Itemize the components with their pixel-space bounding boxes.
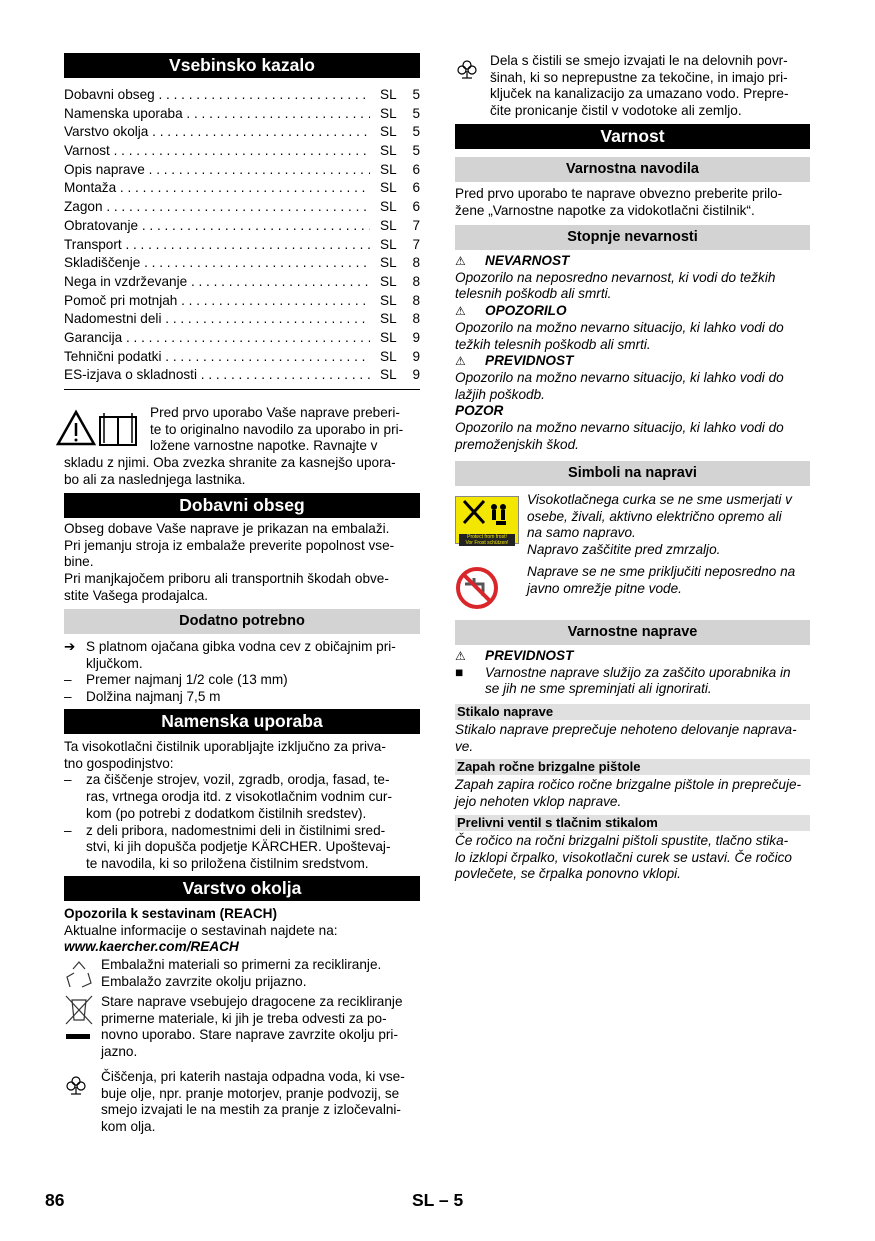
toc-lang: SL <box>380 105 397 121</box>
toc-page: 5 <box>412 143 420 159</box>
list-item <box>64 772 420 822</box>
naprave-title: Varnostne naprave <box>455 620 810 645</box>
naprave-text: Varnostne naprave služijo za zaščito uporabnika in se jih ne sme spreminjati ali ignorirati. <box>485 664 791 697</box>
symbol-sticker-item <box>455 492 810 559</box>
toc-label: Transport . . . <box>64 236 370 255</box>
list-item <box>64 672 420 689</box>
oil-item <box>64 1069 420 1136</box>
dobavni-title: Dobavni obseg <box>64 493 420 518</box>
toc-row[interactable] <box>64 366 420 385</box>
toc-page: 8 <box>412 255 420 271</box>
simboli-title: Simboli na napravi <box>455 461 810 486</box>
subsection-title: Zapah ročne brizgalne pištole <box>455 759 810 775</box>
varnost-title: Varnost <box>455 124 810 149</box>
dobavni-text: Obseg dobave Vaše naprave je prikazan na embalaži. Pri jemanju stroja iz embalaže preverite popolnost vse- bine. Pri manjkajočem priboru ali transportnih škodah obve- stite Vašega prodajalca. <box>64 521 395 603</box>
list-item <box>64 639 420 672</box>
subsection-text: Če ročico na ročni brizgalni pištoli spustite, tlačno stika- lo izklopi črpalko, visokotlačni curek se ustavi. Če ročico povlečete, se črpalka ponovno vklopi. <box>455 832 792 882</box>
list-item-text: S platnom ojačana gibka vodna cev z običajnim pri- ključkom. <box>86 639 396 671</box>
toc-row[interactable] <box>64 217 420 236</box>
toc-row[interactable] <box>64 254 420 273</box>
toc-lang: SL <box>380 199 397 215</box>
list-item <box>64 689 420 706</box>
toc-page: 5 <box>412 105 420 121</box>
weee-item <box>64 994 420 1061</box>
toc-label: Varnost . . . <box>64 142 370 161</box>
toc-page: 6 <box>412 180 420 196</box>
toc-lang: SL <box>380 143 397 159</box>
toc-row[interactable] <box>64 329 420 348</box>
level-label: POZOR <box>455 403 504 419</box>
level-text: Opozorilo na možno nevarno situacijo, ki lahko vodi do premoženjskih škod. <box>455 420 784 452</box>
toc-lang: SL <box>380 348 397 364</box>
subsection-title: Prelivni ventil s tlačnim stikalom <box>455 815 810 831</box>
simbol1-text: Visokotlačnega curka se ne sme usmerjati v osebe, živali, aktivno električno opremo ali na samo napravo. Napravo zaščitite pred zmrzaljo. <box>527 492 792 558</box>
toc-lang: SL <box>380 180 397 196</box>
toc-label: Nadomestni deli . . . <box>64 310 370 329</box>
weee-text: Stare naprave vsebujejo dragocene za recikliranje primerne materiale, ki jih je treba odvesti za po- novno uporabo. Stare naprave zavrzite okolju pri- jazno. <box>101 994 403 1060</box>
toc-label: Nega in vzdrževanje . . . <box>64 273 370 292</box>
namenska-title: Namenska uporaba <box>64 709 420 734</box>
toc-lang: SL <box>380 292 397 308</box>
square-bullet-icon: ■ <box>455 664 464 680</box>
list-item-text: Premer najmanj 1/2 cole (13 mm) <box>86 672 288 688</box>
danger-level-label <box>455 253 810 270</box>
bullet-marker: – <box>64 672 72 688</box>
intro-text-cont: skladu z njimi. Oba zvezka shranite za kasnejšo upora- bo ali za naslednjega lastnika. <box>64 455 396 487</box>
naprave-warn-label: PREVIDNOST <box>485 648 574 663</box>
cleaners-item <box>455 53 810 120</box>
toc-label: Namenska uporaba . . . <box>64 105 370 124</box>
toc-label: Skladiščenje . . . <box>64 254 370 273</box>
level-text: Opozorilo na neposredno nevarnost, ki vodi do težkih telesnih poškodb ali smrti. <box>455 269 776 302</box>
subsection-text: Zapah zapira ročico ročne brizgalne pištole in preprečuje- jejo nehoten vklop naprave. <box>455 777 802 810</box>
toc-row[interactable] <box>64 198 420 217</box>
toc-lang: SL <box>380 367 397 383</box>
dodatno-title: Dodatno potrebno <box>64 609 420 634</box>
section-page: SL – 5 <box>412 1190 464 1210</box>
bullet-marker: – <box>64 689 72 705</box>
navodila-text: Pred prvo uporabo te naprave obvezno preberite prilo- žene „Varnostne napotke za vidokotlačni čistilnik“. <box>455 186 783 218</box>
symbol-tap-item <box>455 564 810 597</box>
namenska-intro: Ta visokotlačni čistilnik uporabljajte izključno za priva- tno gospodinjstvo: <box>64 739 386 771</box>
reach-block <box>64 906 420 956</box>
recycle-text: Embalažni materiali so primerni za recikliranje. Embalažo zavrzite okolju prijazno. <box>101 957 382 989</box>
varstvo-title: Varstvo okolja <box>64 876 420 901</box>
toc-lang: SL <box>380 311 397 327</box>
toc-lang: SL <box>380 217 397 233</box>
recycle-item <box>64 957 420 990</box>
warning-triangle-icon: ⚠ <box>455 304 466 319</box>
toc-page: 8 <box>412 311 420 327</box>
reach-title: Opozorila k sestavinam (REACH) <box>64 906 278 921</box>
recycle-icon <box>64 959 94 991</box>
toc-label: Opis naprave . . . <box>64 161 370 180</box>
toc-page: 5 <box>412 124 420 140</box>
cleaners-text: Dela s čistili se smejo izvajati le na delovnih povr- šinah, ki so neprepustne za tekočine, in imajo pri- ključek na kanalizacijo za umazano vodo. Prepre- čite pronicanje čistil v vodotoke ali zemljo. <box>490 53 789 119</box>
toc-page: 5 <box>412 87 420 102</box>
danger-level-label <box>455 303 810 320</box>
oil-text: Čiščenja, pri katerih nastaja odpadna voda, ki vse- buje olje, npr. pranje motorjev, pranje podvozij, se smejo izvajati le na mestih za pranje z izločevalni- kom olja. <box>101 1069 405 1135</box>
no-drinking-water-connection-icon <box>455 566 499 610</box>
toc-lang: SL <box>380 236 397 252</box>
navodila-title: Varnostna navodila <box>455 157 810 182</box>
list-item-text: z deli pribora, nadomestnimi deli in čistilnimi sred- stvi, ki jih dopušča podjetje KÄRCHER. Upoštevaj- te navodila, ki so priložena čistilnim sredstvom. <box>86 822 391 871</box>
toc-row[interactable] <box>64 123 420 142</box>
toc-lang: SL <box>380 273 397 289</box>
subsection-title: Stikalo naprave <box>455 704 810 720</box>
intro-text: Pred prvo uporabo Vaše naprave preberi- te to originalno navodilo za uporabo in pri- ložene varnostne napotke. Ravnajte v <box>150 405 404 454</box>
reach-text: Aktualne informacije o sestavinah najdete na: <box>64 922 338 938</box>
toc-page: 8 <box>412 292 420 308</box>
toc-page: 6 <box>412 199 420 215</box>
toc-row[interactable] <box>64 105 420 124</box>
toc-page: 6 <box>412 161 420 177</box>
toc-row[interactable] <box>64 86 420 105</box>
toc-label: Varstvo okolja . . . <box>64 123 370 142</box>
danger-level-label <box>455 403 810 420</box>
toc-row[interactable] <box>64 236 420 255</box>
level-text: Opozorilo na možno nevarno situacijo, ki lahko vodi do lažjih poškodb. <box>455 369 784 402</box>
bullet-marker: – <box>64 822 72 838</box>
naprave-body <box>455 648 810 698</box>
bullet-marker: ➔ <box>64 639 76 654</box>
toc-label: Montaža . . . <box>64 179 370 198</box>
level-label: PREVIDNOST <box>485 353 574 369</box>
subsection-text: Stikalo naprave preprečuje nehoteno delovanje naprava- ve. <box>455 722 797 754</box>
toc-page: 9 <box>412 367 420 383</box>
safety-devices <box>455 704 810 887</box>
warning-triangle-icon: ⚠ <box>455 354 466 369</box>
toc-label: Garancija . . . <box>64 329 370 348</box>
toc-row[interactable] <box>64 273 420 292</box>
toc-row[interactable] <box>64 292 420 311</box>
toc-lang: SL <box>380 329 397 345</box>
reach-link[interactable]: www.kaercher.com/REACH <box>64 939 239 955</box>
list-item-text: za čiščenje strojev, vozil, zgradb, orodja, fasad, te- ras, vrtnega orodja itd. z visokotlačnim vodnim cur- kom (po potrebi z dodatkom čistilnih sredstev). <box>86 772 392 821</box>
level-text: Opozorilo na možno nevarno situacijo, ki lahko vodi do težkih telesnih poškodb ali smrti. <box>455 319 784 352</box>
toc-lang: SL <box>380 87 397 102</box>
environment-tree-icon <box>457 59 477 79</box>
toc-page: 7 <box>412 217 420 233</box>
list-item <box>64 823 420 873</box>
toc-row[interactable] <box>64 179 420 198</box>
toc-label: Tehnični podatki . . . <box>64 348 370 367</box>
stopnje-title: Stopnje nevarnosti <box>455 225 810 250</box>
toc-page: 9 <box>412 348 420 364</box>
toc-row[interactable] <box>64 348 420 367</box>
warning-triangle-icon: ⚠ <box>455 254 466 268</box>
level-label: NEVARNOST <box>485 253 570 268</box>
sticker-text: Protect from frost! Vor Frost schützen! <box>459 534 515 546</box>
toc-label: Pomoč pri motnjah . . . <box>64 292 370 311</box>
crossed-bin-icon <box>64 994 94 1042</box>
toc-row[interactable] <box>64 142 420 161</box>
toc-label: Obratovanje . . . <box>64 217 370 236</box>
list-item-text: Dolžina najmanj 7,5 m <box>86 689 221 705</box>
toc-label: Zagon . . . <box>64 198 370 217</box>
danger-level-label <box>455 353 810 370</box>
toc-page: 9 <box>412 329 420 345</box>
namenska-body <box>64 739 420 873</box>
intro-block <box>64 405 420 489</box>
toc-lang: SL <box>380 161 397 177</box>
danger-levels <box>455 253 810 453</box>
toc-list <box>64 86 420 390</box>
toc-title: Vsebinsko kazalo <box>64 53 420 78</box>
warning-triangle-icon: ⚠ <box>455 649 466 663</box>
high-pressure-warning-sticker-icon <box>455 496 519 544</box>
toc-row[interactable] <box>64 310 420 329</box>
level-label: OPOZORILO <box>485 303 567 319</box>
page-number: 86 <box>45 1190 65 1210</box>
environment-tree-icon <box>66 1075 86 1095</box>
toc-label: Dobavni obseg . . . <box>64 86 370 105</box>
bullet-marker: – <box>64 772 72 788</box>
toc-page: 8 <box>412 273 420 289</box>
toc-lang: SL <box>380 124 397 140</box>
toc-label: ES-izjava o skladnosti . . . <box>64 366 370 385</box>
dodatno-list <box>64 639 420 706</box>
toc-row[interactable] <box>64 161 420 180</box>
toc-lang: SL <box>380 255 397 271</box>
toc-page: 7 <box>412 236 420 252</box>
warning-manual-icon <box>56 409 140 447</box>
simbol2-text: Naprave se ne sme priključiti neposredno na javno omrežje pitne vode. <box>527 564 796 596</box>
